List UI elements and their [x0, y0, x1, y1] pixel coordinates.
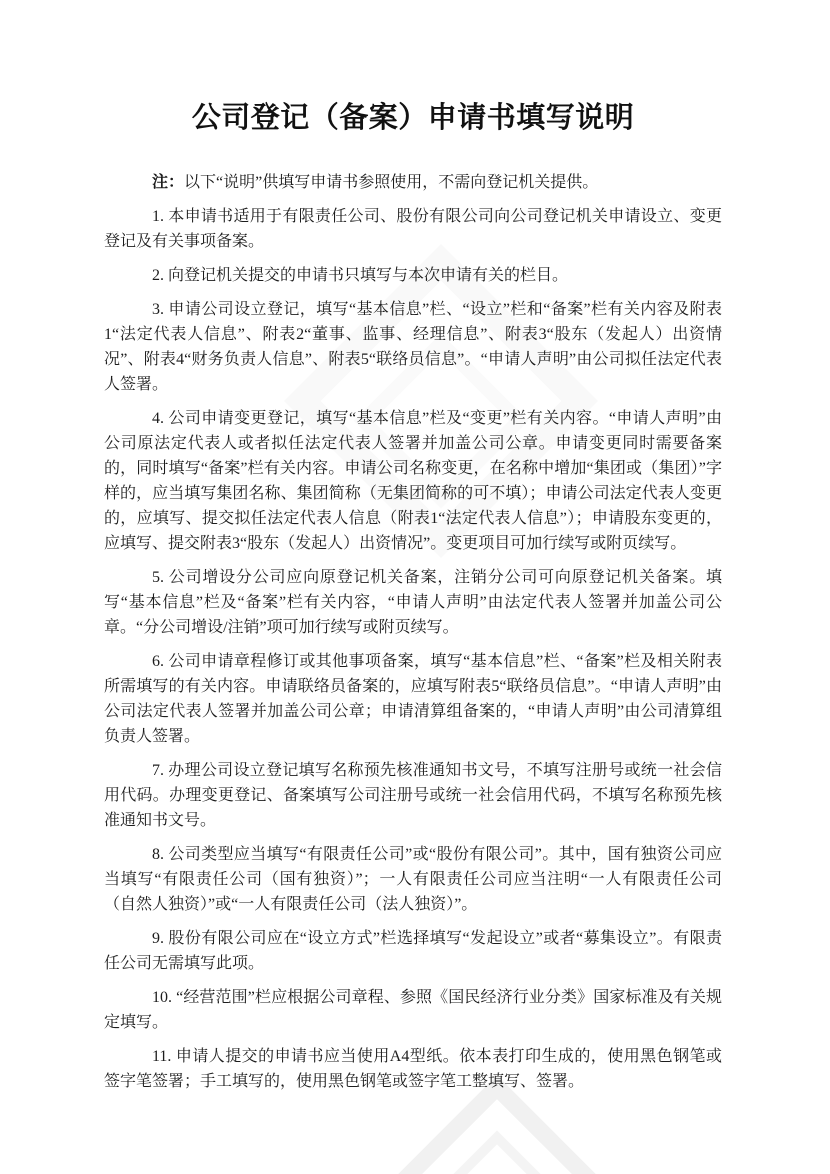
paragraph-10: 10. “经营范围”栏应根据公司章程、参照《国民经济行业分类》国家标准及有关规定填写。 [104, 989, 722, 1031]
note-paragraph [104, 170, 722, 195]
paragraph-8: 8. 公司类型应当填写“有限责任公司”或“股份有限公司”。其中，国有独资公司应当填写“有限责任公司（国有独资）”；一人有限责任公司应当注明“一人有限责任公司（自然人独资）”或“一人有限责任公司（法人独资）”。 [104, 846, 722, 913]
paragraph-9: 9. 股份有限公司应在“设立方式”栏选择填写“发起设立”或者“募集设立”。有限责任公司无需填写此项。 [104, 930, 722, 972]
note-label: 注： [152, 174, 185, 191]
paragraph-2: 2. 向登记机关提交的申请书只填写与本次申请有关的栏目。 [152, 267, 569, 284]
document-content [104, 100, 722, 1103]
paragraph-11: 11. 申请人提交的申请书应当使用A4型纸。依本表打印生成的，使用黑色钢笔或签字笔签署；手工填写的，使用黑色钢笔或签字笔工整填写、签署。 [104, 1048, 722, 1090]
note-text: 以下“说明”供填写申请书参照使用，不需向登记机关提供。 [184, 174, 599, 191]
paragraph-3: 3. 申请公司设立登记，填写“基本信息”栏、“设立”栏和“备案”栏有关内容及附表1“法定代表人信息”、附表2“董事、监事、经理信息”、附表3“股东（发起人）出资情况”、附表4“财务负责人信息”、附表5“联络员信息”。“申请人声明”由公司拟任法定代表人签署。 [104, 301, 722, 393]
paragraph-6: 6. 公司申请章程修订或其他事项备案，填写“基本信息”栏、“备案”栏及相关附表所需填写的有关内容。申请联络员备案的，应填写附表5“联络员信息”。“申请人声明”由公司法定代表人签署并加盖公司公章；申请清算组备案的，“申请人声明”由公司清算组负责人签署。 [104, 653, 722, 745]
paragraph-7: 7. 办理公司设立登记填写名称预先核准通知书文号，不填写注册号或统一社会信用代码。办理变更登记、备案填写公司注册号或统一社会信用代码，不填写名称预先核准通知书文号。 [104, 762, 722, 829]
paragraph-1: 1. 本申请书适用于有限责任公司、股份有限公司向公司登记机关申请设立、变更登记及有关事项备案。 [104, 208, 722, 250]
document-title: 公司登记（备案）申请书填写说明 [191, 102, 635, 134]
paragraph-5: 5. 公司增设分公司应向原登记机关备案，注销分公司可向原登记机关备案。填写“基本信息”栏及“备案”栏有关内容，“申请人声明”由法定代表人签署并加盖公司公章。“分公司增设/注销”项可加行续写或附页续写。 [104, 569, 722, 636]
paragraph-4: 4. 公司申请变更登记，填写“基本信息”栏及“变更”栏有关内容。“申请人声明”由公司原法定代表人或者拟任法定代表人签署并加盖公司公章。申请变更同时需要备案的，同时填写“备案”栏有关内容。申请公司名称变更，在名称中增加“集团或（集团）”字样的，应当填写集团名称、集团简称（无集团简称的可不填）；申请公司法定代表人变更的，应填写、提交拟任法定代表人信息（附表1“法定代表人信息”）；申请股东变更的，应填写、提交附表3“股东（发起人）出资情况”。变更项目可加行续写或附页续写。 [104, 410, 722, 552]
